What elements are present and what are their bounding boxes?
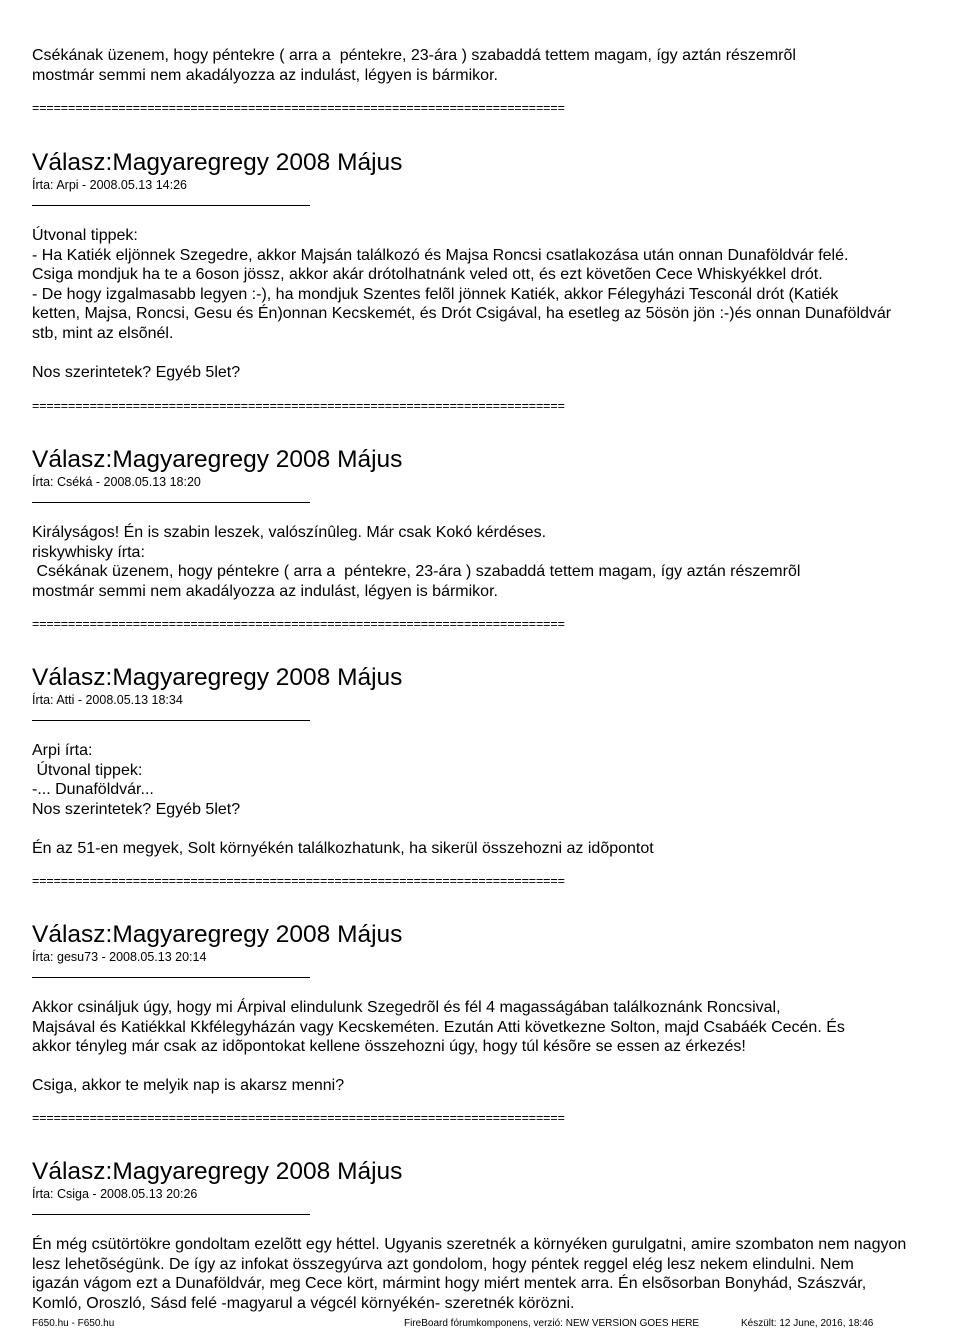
post-body	[32, 741, 654, 858]
separator: ==========================================================================	[32, 874, 565, 888]
post	[32, 1157, 906, 1313]
footer-site: F650.hu - F650.hu	[32, 1318, 115, 1329]
post	[32, 148, 891, 382]
post-divider	[32, 1214, 310, 1215]
text-line: - Ha Katiék eljönnek Szegedre, akkor Majsán találkozó és Majsa Roncsi csatlakozása után onnan Dunaföldvár felé.	[32, 246, 849, 264]
post-title: Válasz:Magyaregregy 2008 Május	[32, 921, 403, 948]
text-line: Csékának üzenem, hogy péntekre ( arra a péntekre, 23-ára ) szabaddá tettem magam, így aztán részemrõl	[32, 47, 796, 64]
text-line	[32, 1057, 845, 1077]
text-line: mostmár semmi nem akadályozza az indulást, légyen is bármikor.	[32, 66, 498, 84]
text-line: Majsával és Katiékkal Kkfélegyházán vagy Kecskeméten. Ezután Atti következne Solton, majd Csabáék Cecén. És	[32, 1018, 845, 1036]
text-line: Én még csütörtökre gondoltam ezelõtt egy héttel. Ugyanis szeretnék a környéken gurulgatni, amire szombaton nem nagyon	[32, 1236, 907, 1253]
post-body	[32, 226, 891, 382]
text-line: igazán vágom ezt a Dunaföldvár, meg Cece kört, mármint hogy miért mentek arra. Én elsõsorban Bonyhád, Szászvár,	[32, 1275, 867, 1292]
text-line: Nos szerintetek? Egyéb 5let?	[32, 363, 241, 381]
separator: ==========================================================================	[32, 617, 565, 631]
post-divider	[32, 977, 310, 978]
post-body	[32, 523, 800, 601]
footer-software: FireBoard fórumkomponens, verzió: NEW VERSION GOES HERE	[404, 1318, 700, 1329]
text-line: - De hogy izgalmasabb legyen :-), ha mondjuk Szentes felõl jönnek Katiék, akkor Félegyházi Tesconál drót (Katiék	[32, 285, 839, 303]
post-meta: Írta: Arpi - 2008.05.13 14:26	[32, 178, 187, 192]
text-line: Akkor csináljuk úgy, hogy mi Árpival elindulunk Szegedrõl és fél 4 magasságában találkoznánk Roncsival,	[32, 999, 781, 1016]
text-line: ketten, Majsa, Roncsi, Gesu és Én)onnan Kecskemét, és Drót Csigával, ha esetleg az 5ösön jön :-)és onnan Dunaföldvár	[32, 305, 892, 322]
text-line: stb, mint az elsõnél.	[32, 324, 174, 342]
post-body	[32, 998, 845, 1096]
page-footer	[32, 1318, 882, 1331]
post-body	[32, 1235, 906, 1313]
text-line	[32, 819, 654, 839]
post	[32, 445, 800, 601]
post-title: Válasz:Magyaregregy 2008 Május	[32, 149, 403, 176]
text-line: Arpi írta:	[32, 742, 93, 759]
text-line: -... Dunaföldvár...	[32, 781, 154, 798]
text-line: Csékának üzenem, hogy péntekre ( arra a péntekre, 23-ára ) szabaddá tettem magam, így aztán részemrõl	[32, 563, 801, 580]
post-meta: Írta: gesu73 - 2008.05.13 20:14	[32, 950, 207, 964]
intro-text	[32, 46, 796, 85]
text-line: riskywhisky írta:	[32, 543, 145, 561]
separator: ==========================================================================	[32, 1111, 565, 1125]
post-divider	[32, 205, 310, 206]
post-meta: Írta: Csiga - 2008.05.13 20:26	[32, 1187, 198, 1201]
text-line: Útvonal tippek:	[32, 761, 143, 779]
separator: ==========================================================================	[32, 399, 565, 413]
text-line: mostmár semmi nem akadályozza az indulást, légyen is bármikor.	[32, 582, 498, 600]
footer-generated: Készült: 12 June, 2016, 18:46	[741, 1318, 874, 1329]
text-line: akkor tényleg már csak az idõpontokat kellene összehozni úgy, hogy túl késõre se essen az érkezés!	[32, 1038, 746, 1055]
text-line: Csiga, akkor te melyik nap is akarsz menni?	[32, 1077, 345, 1094]
post-divider	[32, 720, 310, 721]
text-line: Útvonal tippek:	[32, 227, 138, 244]
post-title: Válasz:Magyaregregy 2008 Május	[32, 446, 403, 473]
text-line: Királyságos! Én is szabin leszek, valószínûleg. Már csak Kokó kérdéses.	[32, 524, 547, 541]
post	[32, 663, 654, 858]
text-line: Nos szerintetek? Egyéb 5let?	[32, 800, 241, 818]
text-line: lesz lehetõségünk. De így az infokat összegyúrva azt gondolom, hogy péntek reggel elég lesz nekem elindulni. Nem	[32, 1255, 854, 1273]
post-title: Válasz:Magyaregregy 2008 Május	[32, 664, 403, 691]
text-line: Csiga mondjuk ha te a 6oson jössz, akkor akár drótolhatnánk veled ott, és ezt követõen Cece Whiskyékkel drót.	[32, 266, 823, 283]
post	[32, 920, 845, 1096]
post-title: Válasz:Magyaregregy 2008 Május	[32, 1158, 403, 1185]
text-line: Én az 51-en megyek, Solt környékén találkozhatunk, ha sikerül összehozni az idõpontot	[32, 839, 654, 857]
post-meta: Írta: Atti - 2008.05.13 18:34	[32, 693, 183, 707]
post-divider	[32, 502, 310, 503]
text-line: Komló, Oroszló, Sásd felé -magyarul a végcél környékén- szeretnék körözni.	[32, 1294, 575, 1312]
separator: ==========================================================================	[32, 101, 565, 115]
post-meta: Írta: Cséká - 2008.05.13 18:20	[32, 475, 201, 489]
text-line	[32, 343, 891, 363]
